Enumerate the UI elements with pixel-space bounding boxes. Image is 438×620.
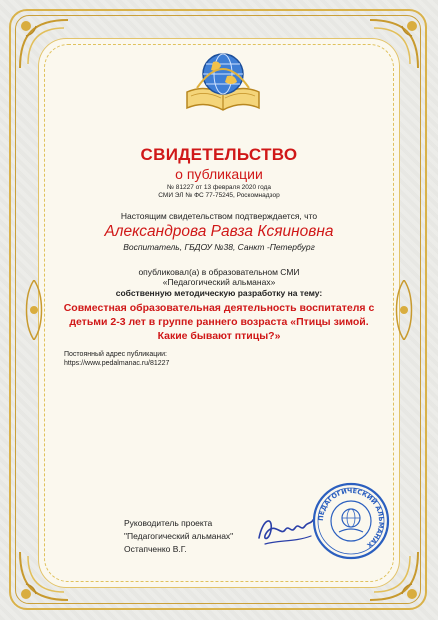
published-text: опубликовал(а) в образовательном СМИ (138, 267, 300, 277)
project-name: "Педагогический альманах" (124, 531, 234, 541)
signature-icon (255, 510, 315, 550)
stamp-text: ПЕДАГОГИЧЕСКИЙ АЛЬМАНАХ (316, 486, 386, 550)
publication-url[interactable]: https://www.pedalmanac.ru/81227 (64, 360, 170, 367)
development-label: собственную методическую разработку на тему: (115, 288, 323, 298)
media-name: «Педагогический альманах» (162, 277, 276, 287)
globe-book-emblem-icon (183, 48, 263, 116)
confirm-text: Настоящим свидетельством подтверждается, что (120, 211, 318, 221)
seal-stamp-icon (312, 482, 390, 560)
head-name: Остапченко В.Г. (124, 544, 187, 554)
registration-number: № 81227 от 13 февраля 2020 года (166, 184, 272, 191)
media-registration: СМИ ЭЛ № ФС 77-75245, Роскомнадзор (158, 192, 280, 199)
address-label: Постоянный адрес публикации: (64, 351, 168, 358)
person-position: Воспитатель, ГБДОУ №38, Санкт -Петербург (123, 242, 315, 252)
corner-ornament-icon (14, 14, 74, 74)
certificate-subtitle: о публикации (175, 166, 263, 182)
work-title: Совместная образовательная деятельность воспитателя с детьми 2-3 лет в группе раннего возраста «Птицы зимой. Какие бывают птицы?» (63, 302, 375, 342)
corner-ornament-icon (364, 14, 424, 74)
person-name: Александрова Равза Ксяиновна (104, 223, 334, 240)
corner-ornament-icon (14, 546, 74, 606)
certificate-title: СВИДЕТЕЛЬСТВО (140, 145, 298, 164)
head-title: Руководитель проекта (124, 518, 213, 528)
